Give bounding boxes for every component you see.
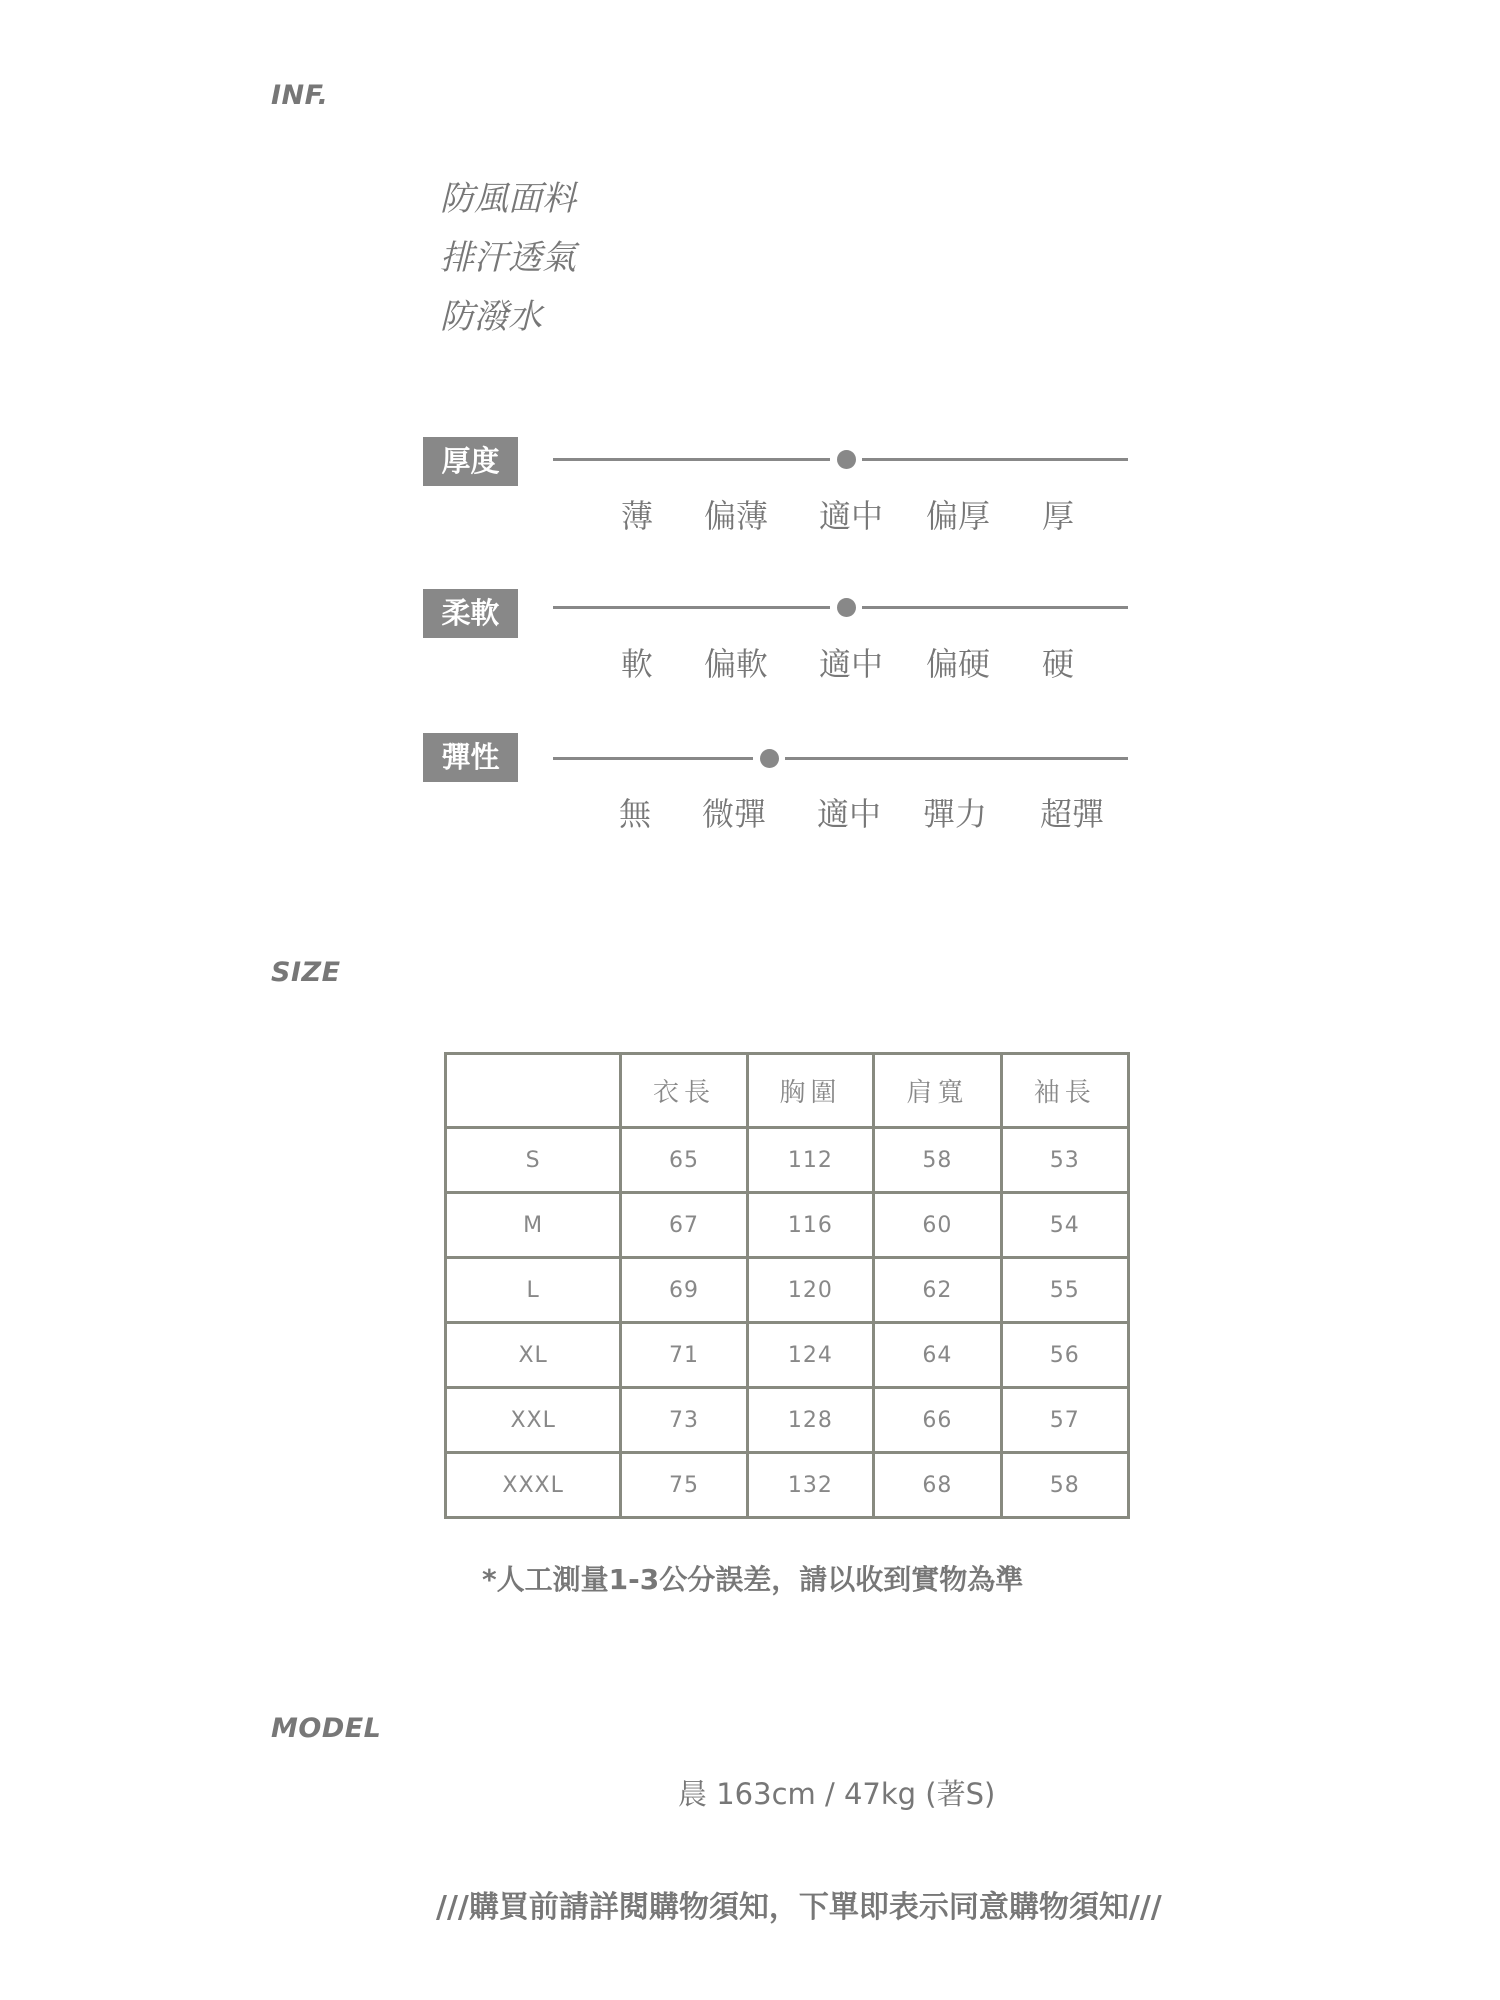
table-row xyxy=(446,1323,1129,1388)
table-cell: 116 xyxy=(747,1193,873,1258)
scale-indicator-dot xyxy=(837,598,856,617)
table-cell: 56 xyxy=(1001,1323,1128,1388)
table-cell: 124 xyxy=(747,1323,873,1388)
table-cell: 62 xyxy=(874,1258,1001,1323)
table-cell: 64 xyxy=(874,1323,1001,1388)
feature-item: 防潑水 xyxy=(440,297,542,337)
table-header-cell: 肩寬 xyxy=(874,1054,1001,1128)
model-section-label: MODEL xyxy=(271,1713,382,1744)
table-cell: S xyxy=(446,1128,621,1193)
scale-label: 無 xyxy=(618,795,652,833)
scale-line-left xyxy=(553,757,753,760)
size-table xyxy=(444,1052,1130,1519)
table-cell: 66 xyxy=(874,1388,1001,1453)
measurement-note: *人工測量1-3公分誤差，請以收到實物為準 xyxy=(482,1563,1024,1596)
scale-label: 硬 xyxy=(1041,645,1075,683)
scale-label: 偏軟 xyxy=(703,645,769,683)
table-cell: 65 xyxy=(621,1128,747,1193)
table-cell: M xyxy=(446,1193,621,1258)
table-cell: 54 xyxy=(1001,1193,1128,1258)
feature-item: 防風面料 xyxy=(440,179,576,219)
table-cell: 57 xyxy=(1001,1388,1128,1453)
table-header-row xyxy=(446,1054,1129,1128)
scale-line-right xyxy=(785,757,1128,760)
scale-label: 適中 xyxy=(816,795,882,833)
attribute-tag: 柔軟 xyxy=(423,589,518,638)
scale-label: 軟 xyxy=(620,645,654,683)
size-section-label: SIZE xyxy=(271,957,341,988)
table-cell: 73 xyxy=(621,1388,747,1453)
table-cell: 128 xyxy=(747,1388,873,1453)
scale-label: 偏薄 xyxy=(703,497,769,535)
table-cell: XL xyxy=(446,1323,621,1388)
table-cell: 132 xyxy=(747,1453,873,1518)
scale-line-right xyxy=(862,458,1128,461)
scale-label: 彈力 xyxy=(922,795,988,833)
table-row xyxy=(446,1453,1129,1518)
table-cell: 55 xyxy=(1001,1258,1128,1323)
table-cell: 120 xyxy=(747,1258,873,1323)
table-cell: 75 xyxy=(621,1453,747,1518)
table-header-cell xyxy=(446,1054,621,1128)
table-cell: L xyxy=(446,1258,621,1323)
scale-label: 超彈 xyxy=(1039,795,1105,833)
scale-label: 微彈 xyxy=(701,795,767,833)
table-cell: 58 xyxy=(874,1128,1001,1193)
scale-line-left xyxy=(553,606,830,609)
table-cell: XXL xyxy=(446,1388,621,1453)
scale-indicator-dot xyxy=(837,450,856,469)
table-cell: 112 xyxy=(747,1128,873,1193)
table-row xyxy=(446,1128,1129,1193)
scale-label: 偏硬 xyxy=(925,645,991,683)
table-cell: 71 xyxy=(621,1323,747,1388)
scale-label: 薄 xyxy=(620,497,654,535)
table-row xyxy=(446,1258,1129,1323)
scale-label: 適中 xyxy=(818,497,884,535)
scale-label: 厚 xyxy=(1041,497,1075,535)
table-cell: 60 xyxy=(874,1193,1001,1258)
model-info: 晨 163cm / 47kg (著S) xyxy=(678,1777,996,1811)
purchase-notice: ///購買前請詳閱購物須知，下單即表示同意購物須知/// xyxy=(436,1890,1162,1925)
feature-item: 排汗透氣 xyxy=(440,238,576,278)
table-header-cell: 衣長 xyxy=(621,1054,747,1128)
scale-indicator-dot xyxy=(760,749,779,768)
table-cell: 53 xyxy=(1001,1128,1128,1193)
inf-section-label: INF. xyxy=(271,80,329,111)
table-header-cell: 胸圍 xyxy=(747,1054,873,1128)
table-row xyxy=(446,1388,1129,1453)
feature-list xyxy=(440,170,576,347)
table-row xyxy=(446,1193,1129,1258)
table-cell: 67 xyxy=(621,1193,747,1258)
attribute-tag: 彈性 xyxy=(423,733,518,782)
attribute-tag: 厚度 xyxy=(423,437,518,486)
scale-line-left xyxy=(553,458,830,461)
table-cell: 58 xyxy=(1001,1453,1128,1518)
table-cell: 68 xyxy=(874,1453,1001,1518)
scale-label: 適中 xyxy=(818,645,884,683)
table-cell: 69 xyxy=(621,1258,747,1323)
table-cell: XXXL xyxy=(446,1453,621,1518)
scale-label: 偏厚 xyxy=(925,497,991,535)
table-header-cell: 袖長 xyxy=(1001,1054,1128,1128)
scale-line-right xyxy=(862,606,1128,609)
